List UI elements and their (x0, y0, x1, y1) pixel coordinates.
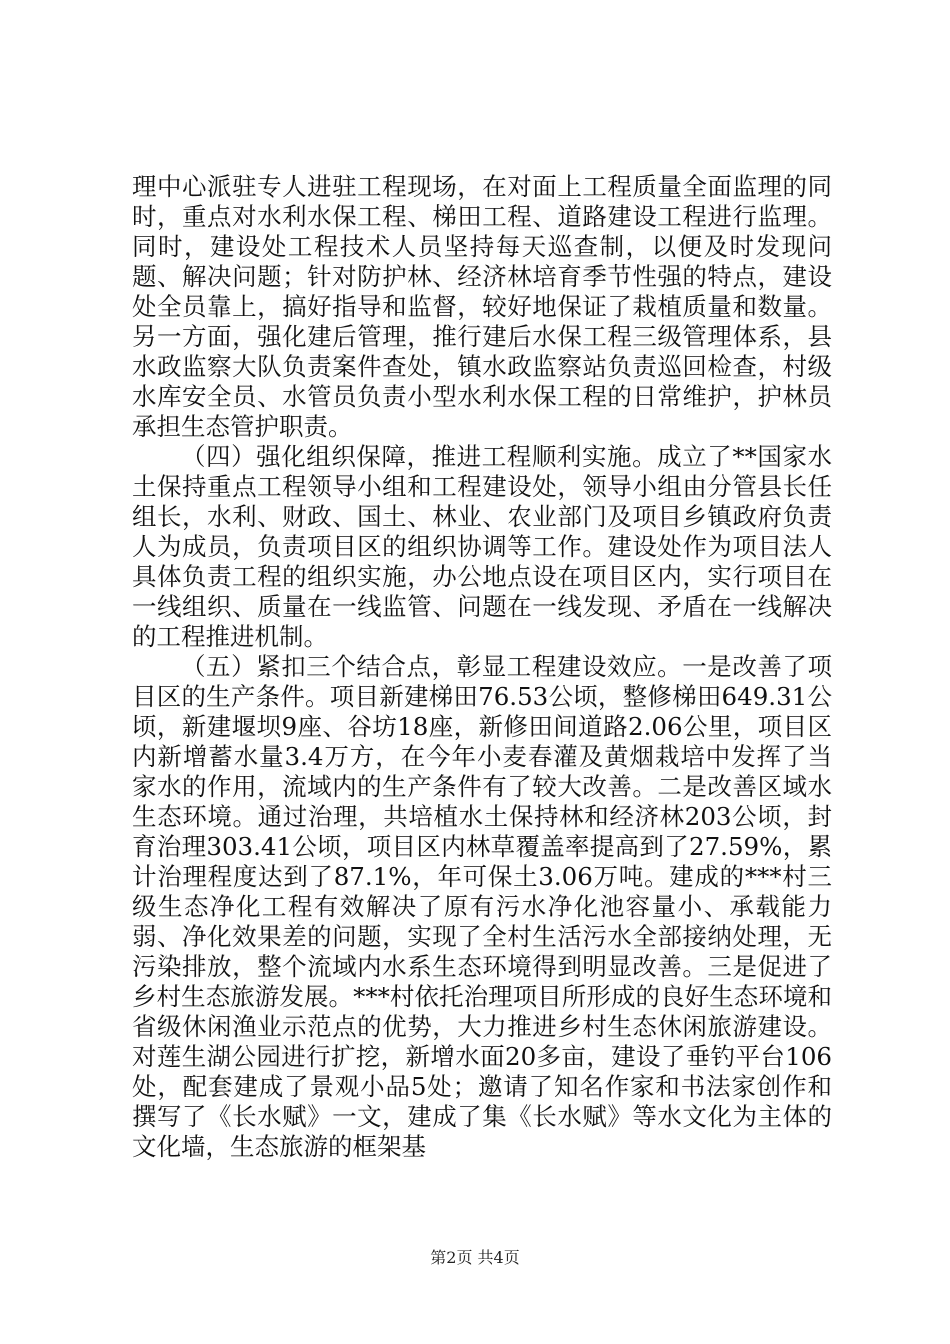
paragraph-section-five: （五）紧扣三个结合点，彰显工程建设效应。一是改善了项目区的生产条件。项目新建梯田76.53公顷，整修梯田649.31公顷，新建堰坝9座、谷坊18座，新修田间道路2.06公里，项目区内新增蓄水量3.4万方，在今年小麦春灌及黄烟栽培中发挥了当家水的作用，流域内的生产条件有了较大改善。二是改善区域水生态环境。通过治理，共培植水土保持林和经济林203公顷，封育治理303.41公顷，项目区内林草覆盖率提高到了27.59%，累计治理程度达到了87.1%，年可保土3.06万吨。建成的***村三级生态净化工程有效解决了原有污水净化池容量小、承载能力弱、净化效果差的问题，实现了全村生活污水全部接纳处理，无污染排放，整个流域内水系生态环境得到明显改善。三是促进了乡村生态旅游发展。***村依托治理项目所形成的良好生态环境和省级休闲渔业示范点的优势，大力推进乡村生态休闲旅游建设。对莲生湖公园进行扩挖，新增水面20多亩，建设了垂钓平台106处，配套建成了景观小品5处；邀请了知名作家和书法家创作和撰写了《长水赋》一文，建成了集《长水赋》等水文化为主体的文化墙，生态旅游的框架基 (132, 652, 832, 1161)
page-number-footer: 第2页 共4页 (430, 1248, 520, 1267)
document-body (132, 172, 832, 1162)
paragraph-section-four: （四）强化组织保障，推进工程顺利实施。成立了**国家水土保持重点工程领导小组和工程建设处，领导小组由分管县长任组长，水利、财政、国土、林业、农业部门及项目乡镇政府负责人为成员，负责项目区的组织协调等工作。建设处作为项目法人具体负责工程的组织实施，办公地点设在项目区内，实行项目在一线组织、质量在一线监管、问题在一线发现、矛盾在一线解决的工程推进机制。 (132, 442, 832, 651)
paragraph-continuation: 理中心派驻专人进驻工程现场，在对面上工程质量全面监理的同时，重点对水利水保工程、梯田工程、道路建设工程进行监理。同时，建设处工程技术人员坚持每天巡查制，以便及时发现问题、解决问题；针对防护林、经济林培育季节性强的特点，建设处全员靠上，搞好指导和监督，较好地保证了栽植质量和数量。另一方面，强化建后管理，推行建后水保工程三级管理体系，县水政监察大队负责案件查处，镇水政监察站负责巡回检查，村级水库安全员、水管员负责小型水利水保工程的日常维护，护林员承担生态管护职责。 (132, 172, 832, 441)
